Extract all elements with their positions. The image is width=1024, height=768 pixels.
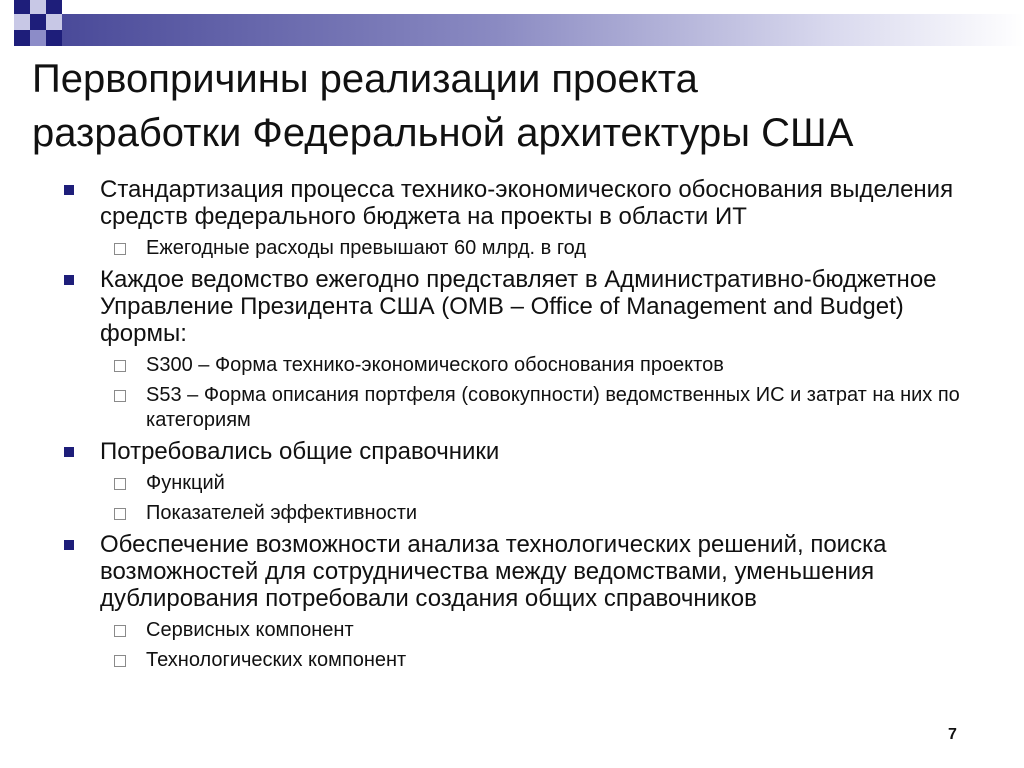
bullet-item — [62, 266, 982, 347]
slide-title-line: разработки Федеральной архитектуры США — [32, 111, 854, 155]
decor-square — [14, 0, 30, 14]
decor-square — [14, 30, 30, 46]
sub-bullet-item — [62, 501, 982, 526]
decor-square — [46, 14, 62, 30]
decor-square — [30, 0, 46, 14]
hollow-square-bullet-icon — [114, 508, 126, 520]
sub-bullet-text: Сервисных компонент — [146, 619, 354, 641]
sub-bullet-text: S300 – Форма технико-экономического обоснования проектов — [146, 354, 724, 376]
bullet-text: Стандартизация процесса технико-экономического обоснования выделения средств федерального бюджета на проекты в области ИТ — [100, 176, 954, 230]
slide-title — [32, 52, 992, 160]
bullet-item — [62, 531, 982, 612]
square-bullet-icon — [64, 447, 74, 457]
hollow-square-bullet-icon — [114, 478, 126, 490]
bullet-text: Каждое ведомство ежегодно представляет в Административно-бюджетное Управление Президента США (OMB – Office of Management and Budget) формы: — [100, 266, 937, 347]
bullet-text: Потребовались общие справочники — [100, 438, 500, 465]
sub-bullet-text: Показателей эффективности — [146, 502, 418, 524]
bullet-text: Обеспечение возможности анализа технологических решений, поиска возможностей для сотрудничества между ведомствами, уменьшения дублирования потребовали создания общих справочников — [100, 531, 887, 612]
hollow-square-bullet-icon — [114, 243, 126, 255]
sub-bullet-item — [62, 648, 982, 673]
hollow-square-bullet-icon — [114, 655, 126, 667]
page-number: 7 — [948, 726, 957, 743]
sub-bullet-item — [62, 383, 982, 433]
sub-bullet-item — [62, 353, 982, 378]
header-gradient-bar — [62, 14, 1024, 46]
slide-title-line: Первопричины реализации проекта — [32, 57, 698, 101]
sub-bullet-item — [62, 471, 982, 496]
sub-bullet-item — [62, 236, 982, 261]
sub-bullet-text: Ежегодные расходы превышают 60 млрд. в год — [146, 237, 587, 259]
decor-square — [30, 14, 46, 30]
sub-bullet-text: Технологических компонент — [146, 649, 407, 671]
sub-bullet-text: Функций — [146, 472, 225, 494]
bullet-list — [62, 176, 982, 678]
decor-square — [30, 30, 46, 46]
decor-square — [14, 14, 30, 30]
hollow-square-bullet-icon — [114, 390, 126, 402]
decor-square — [46, 30, 62, 46]
hollow-square-bullet-icon — [114, 625, 126, 637]
sub-bullet-text: S53 – Форма описания портфеля (совокупности) ведомственных ИС и затрат на них по категориям — [146, 384, 960, 431]
hollow-square-bullet-icon — [114, 360, 126, 372]
square-bullet-icon — [64, 185, 74, 195]
bullet-item — [62, 176, 982, 230]
bullet-item — [62, 438, 982, 465]
decor-square — [46, 0, 62, 14]
square-bullet-icon — [64, 275, 74, 285]
sub-bullet-item — [62, 618, 982, 643]
square-bullet-icon — [64, 540, 74, 550]
